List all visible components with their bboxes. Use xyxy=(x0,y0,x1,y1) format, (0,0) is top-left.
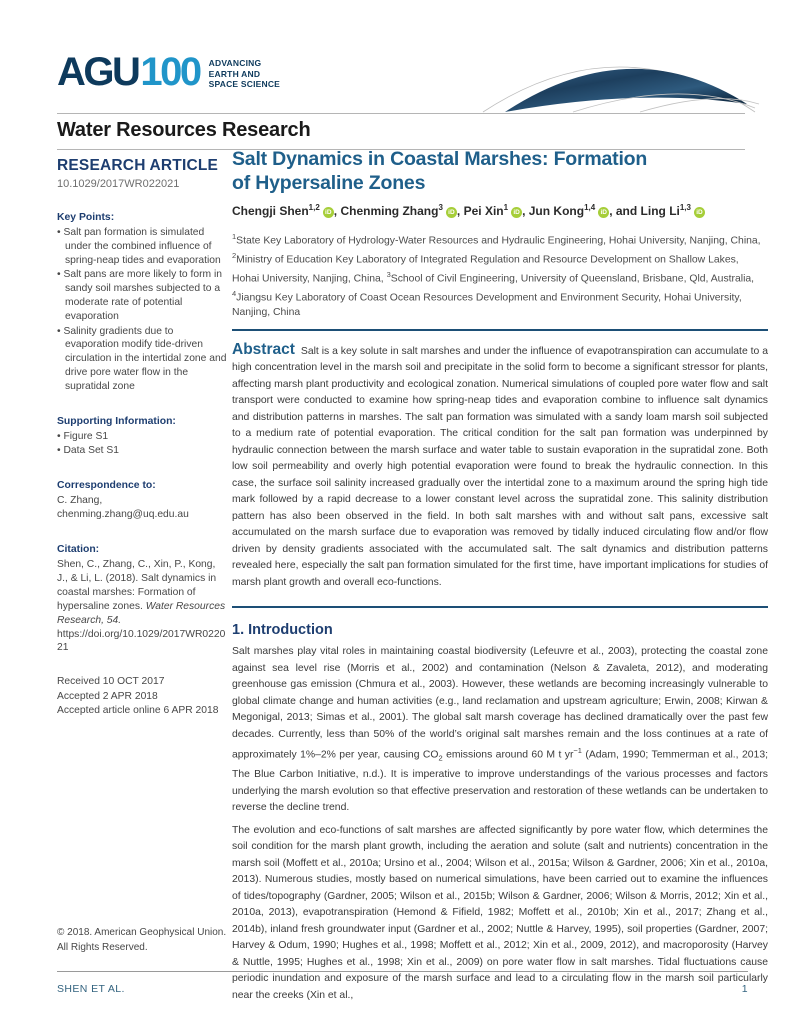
key-point-item: • Salt pans are more likely to form in sandy soil marshes subjected to a moderate rate of potential evaporation xyxy=(57,268,227,323)
supporting-info-heading: Supporting Information: xyxy=(57,415,176,427)
agu-100-logo xyxy=(57,50,200,94)
article-main-column xyxy=(232,148,768,1004)
intro-paragraph-2: The evolution and eco-functions of salt marshes are affected significantly by pore water flow, which determines the soil condition for the marsh plant growth, including the aeration and solute (salt and nutrients) concentration in the marsh soil (Moffett et al., 2010a; Ursino et al., 2004; Wilson et al., 2015a; Wilson & Gardner, 2006; Xin et al., 2010a, 2013). Numerous studies, mostly based on numerical simulations, have been carried out to examine the influences of tides/topography (Gardner, 2005; Wilson et al., 2015b; Wilson & Gardner, 2006; Wilson & Morris, 2012; Xin et al., 2010a, 2013), evapotranspiration (Hemond & Fifield, 1982; Moffett et al., 2010b; Xin et al., 2017; Zhang et al., 2014b), inland fresh groundwater input (Gardner et al., 2002; Nuttle & Harvey, 1995), soil properties (Gardner, 2007; Harvey & Odum, 1990; Hughes et al., 1998; Moffett et al., 2012; Xin et al., 2009, 2012), and macroporosity (Harvey & Nuttle, 1995; Hughes et al., 1998; Xin et al., 2009) on pore water flow in salt marshes. Tidal fluctuations cause periodic inundation and exposure of the marsh surface and lead to a circulating flow in the marsh soil particularly near the creeks (Xin et al., xyxy=(232,824,768,1001)
paragraph-text: emissions around 60 M t yr xyxy=(442,749,574,761)
article-type-label: RESEARCH ARTICLE xyxy=(57,157,219,174)
article-title-line1: Salt Dynamics in Coastal Marshes: Formation xyxy=(232,148,648,170)
affiliation-number: 3 xyxy=(386,270,391,280)
abstract-paragraph xyxy=(232,342,768,592)
author-name: Jun Kong xyxy=(528,204,585,218)
page-footer xyxy=(57,971,748,995)
article-doi: 10.1029/2017WR022021 xyxy=(57,178,180,190)
author-affil-sup: 1,3 xyxy=(679,203,691,212)
key-points-heading: Key Points: xyxy=(57,212,115,223)
affiliation-number: 1 xyxy=(232,232,237,241)
section-divider-rule xyxy=(232,606,768,608)
paragraph-text: (Adam, 1990; Temmerman et al., 2013; The Blue Carbon Initiative, n.d.). It is imperative to improve understandings of the various processes and factors underlying the marsh evolution so that effective preservation and restoration of these wetlands can be undertaken to reverse the decline trend. xyxy=(232,749,768,814)
per-year-superscript: −1 xyxy=(573,746,582,756)
supporting-info-item[interactable]: • Data Set S1 xyxy=(57,444,227,458)
ocean-crescent-photo xyxy=(505,69,747,112)
author-name: Chengji Shen xyxy=(232,204,309,218)
author xyxy=(457,204,522,218)
section-divider-rule xyxy=(232,329,768,331)
affiliation-text: Jiangsu Key Laboratory of Coast Ocean Resources Development and Environment Security, Hohai University, Nanjing, China xyxy=(232,292,742,319)
paragraph-text: Salt marshes play vital roles in maintaining coastal biodiversity (Lefeuvre et al., 2003), protecting the coastal zone against sea level rise (Morris et al., 2002) and contamination (Nelson & Zavaleta, 2012), and moderating greenhouse gas emission (Chmura et al., 2003). However, these wetlands are becoming increasingly vulnerable to global climate change and human activities (e.g., land reclamation and upstream agriculture; Erwin, 2008; Kirwan & Megonigal, 2013; Simas et al., 2001). The global salt marsh coverage has declined dramatically over the past few decades. Currently, less than 50% of the world’s original salt marshes remain and the loss continues at a rate of approximately 1%–2% per year, causing CO xyxy=(232,646,768,761)
introduction-heading: 1. Introduction xyxy=(232,622,333,639)
intro-paragraph-1 xyxy=(232,644,768,817)
correspondence-email-link[interactable]: chenming.zhang@uq.edu.au xyxy=(57,509,189,521)
citation-doi-url[interactable]: https://doi.org/10.1029/2017WR022021 xyxy=(57,628,226,654)
author xyxy=(522,204,609,218)
correspondence-heading: Correspondence to: xyxy=(57,480,156,492)
author-name: Ling Li xyxy=(640,204,680,218)
agu-logo-text: AGU xyxy=(57,50,139,94)
orcid-icon[interactable]: iD xyxy=(511,207,522,218)
tagline-line: ADVANCING xyxy=(208,58,262,69)
affiliation-text: Ministry of Education Key Laboratory of Integrated Regulation and Resource Development on Shallow Lakes, Hohai University, Nanjing, China, xyxy=(232,254,739,285)
author-affil-sup: 1 xyxy=(503,203,509,212)
orcid-icon[interactable]: iD xyxy=(694,207,705,218)
affiliation-text: School of Civil Engineering, University of Queensland, Brisbane, Qld, Australia, xyxy=(390,273,755,285)
author-list xyxy=(232,203,768,218)
co2-subscript: 2 xyxy=(438,753,443,763)
article-info-sidebar xyxy=(57,157,227,718)
author xyxy=(232,204,334,218)
copyright-notice xyxy=(57,926,232,955)
page-number: 1 xyxy=(741,983,748,995)
author-separator: , and xyxy=(609,204,641,218)
citation-authors-part: Shen, C., Zhang, C., Xin, P., Kong, J., & Li, L. (2018). Salt dynamics in coastal marshes: Formation of hypersaline zones. xyxy=(57,558,217,612)
journal-title: Water Resources Research xyxy=(57,119,311,141)
author-affil-sup: 3 xyxy=(438,203,443,212)
author-affil-sup: 1,4 xyxy=(584,203,596,212)
received-date: Received 10 OCT 2017 xyxy=(57,676,165,688)
author-separator: , xyxy=(456,204,464,218)
affiliation-number: 4 xyxy=(232,289,237,299)
author-affil-sup: 1,2 xyxy=(308,203,320,212)
agu-tagline xyxy=(209,54,280,90)
author xyxy=(609,204,705,218)
article-title-line2: of Hypersaline Zones xyxy=(232,171,426,194)
orcid-icon[interactable]: iD xyxy=(598,207,609,218)
tagline-line: SPACE SCIENCE xyxy=(208,79,281,90)
author-name: Chenming Zhang xyxy=(340,204,439,218)
ocean-wave-graphic xyxy=(425,44,797,114)
abstract-heading: Abstract xyxy=(232,340,295,358)
affiliation-number: 2 xyxy=(232,251,237,261)
accepted-date: Accepted 2 APR 2018 xyxy=(57,690,158,702)
copyright-line: © 2018. American Geophysical Union. xyxy=(57,927,227,938)
author-separator: , xyxy=(522,204,529,218)
supporting-info-list xyxy=(57,430,227,459)
supporting-info-item[interactable]: • Figure S1 xyxy=(57,430,227,444)
correspondence-name: C. Zhang, xyxy=(57,495,103,507)
author-separator: , xyxy=(333,204,341,218)
citation-journal-italic: Water Resources Research, 54. xyxy=(57,600,226,626)
tagline-line: EARTH AND xyxy=(208,68,261,79)
citation-heading: Citation: xyxy=(57,543,100,555)
running-head-authors: SHEN ET AL. xyxy=(57,983,125,995)
affiliations xyxy=(232,230,768,321)
author xyxy=(334,204,457,218)
key-points-list xyxy=(57,226,227,394)
agu-100-text: 100 xyxy=(140,50,200,94)
journal-title-band xyxy=(57,113,745,150)
correspondence-block xyxy=(57,494,227,522)
abstract-text: Salt is a key solute in salt marshes and under the influence of evapotranspiration can accumulate to a high concentration level in the marsh soil and precipitate in the solid form to become a significant stressor for plants, affecting marsh plant productivity and ecological zonation. Numerical simulations of coupled pore water flow and salt transport were conducted to examine how spring-neap tides and evaporation combine to influence salt dynamics and distribution patterns in marshes. The salt pan formation was simulated with a sandy loam marsh soil subjected to a medium rate of potential evaporation. The critical condition for the salt pan formation was underpinned by hydraulic connection between the marsh surface and water table to sustain evaporation in the supratidal zone. Both low soil permeability and overly high potential evaporation were found to break the hydraulic connection. In this case, the surface soil salinity increased gradually over the intertidal zone to a maximum around the spring high tide mark followed by a rapid decrease to a lower constant level across the supratidal zone. This salinity distribution pattern has also been observed in the field. In both salt marshes with and without salt pans, excessive salt accumulated on the marsh surface due to evaporation was removed by tidally induced circulating flow and/or flow driven by density gradients associated with the accumulated salt. The salt dynamics and distribution patterns revealed here, especially the salt pan formation simulated for the first time, have important implications for studies of marsh plant growth and overall eco-functions. xyxy=(232,345,768,588)
orcid-icon[interactable]: iD xyxy=(323,207,334,218)
author-name: Pei Xin xyxy=(463,204,504,218)
article-title xyxy=(232,148,768,195)
key-point-item: • Salinity gradients due to evaporation modify tide-driven circulation in the intertidal zone and drive pore water flow in the supratidal zone xyxy=(57,325,227,394)
copyright-line: All Rights Reserved. xyxy=(57,941,148,953)
key-point-item: • Salt pan formation is simulated under the combined influence of spring-neap tides and evaporation xyxy=(57,226,227,267)
article-history-dates xyxy=(57,675,227,718)
accepted-online-date: Accepted article online 6 APR 2018 xyxy=(57,704,219,716)
affiliation-text: State Key Laboratory of Hydrology-Water Resources and Hydraulic Engineering, Hohai University, Nanjing, China, xyxy=(236,235,761,247)
header-brand xyxy=(57,50,280,94)
orcid-icon[interactable]: iD xyxy=(446,207,457,218)
citation-text xyxy=(57,558,227,655)
